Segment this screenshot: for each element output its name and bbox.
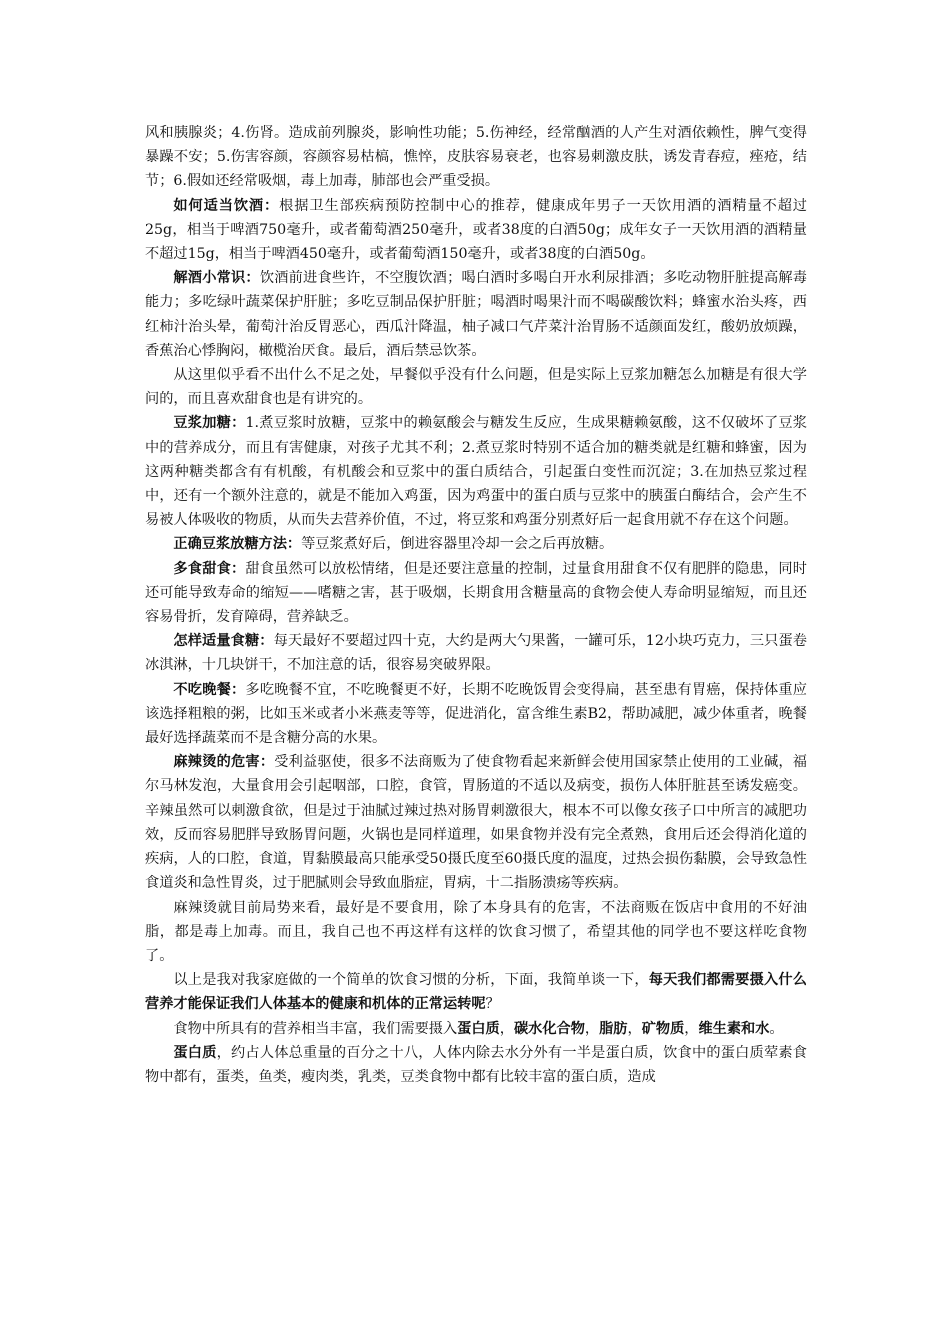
paragraph-soymilk-method [145, 532, 807, 556]
paragraph-body: 每天最好不要超过四十克，大约是两大勺果酱，一罐可乐，12小块巧克力，三只蛋卷冰淇淋，十几块饼干，不加注意的话，很容易突破界限。 [145, 633, 807, 674]
nutrient-carbohydrate: 碳水化合物 [513, 1020, 585, 1037]
paragraph-dinner [145, 678, 807, 751]
paragraph-heading: 不吃晚餐： [173, 681, 246, 698]
paragraph-body: 等豆浆煮好后，倒进容器里冷却一会之后再放糖。 [301, 536, 614, 553]
paragraph-malatang-conclusion [145, 896, 807, 969]
paragraph-summary [145, 968, 807, 1016]
paragraph-heading: 怎样适量食糖： [173, 633, 274, 650]
paragraph-body: 风和胰腺炎；4.伤肾。造成前列腺炎，影响性功能；5.伤神经，经常酗酒的人产生对酒依赖性，脾气变得暴躁不安；5.伤害容颜，容颜容易枯槁，憔悴，皮肤容易衰老，也容易刺激皮肤，诱发青春痘，痤疮，结节；6.假如还经常吸烟，毒上加毒，肺部也会严重受损。 [145, 125, 807, 190]
paragraph-body: 饮酒前进食些许，不空腹饮酒；喝白酒时多喝白开水利尿排酒；多吃动物肝脏提高解毒能力；多吃绿叶蔬菜保护肝脏；多吃豆制品保护肝脏；喝酒时喝果汁而不喝碳酸饮料；蜂蜜水治头疼，西红柿汁治头晕，葡萄汁治反胃恶心，西瓜汁降温，柚子减口气芹菜汁治胃肠不适颜面发红，酸奶放烦躁，香蕉治心悸胸闷，橄榄治厌食。最后，酒后禁忌饮茶。 [145, 270, 807, 359]
paragraph-hangover-tips [145, 266, 807, 363]
separator: ， [684, 1020, 699, 1037]
summary-end: ？ [485, 996, 500, 1013]
paragraph-body: 麻辣烫就目前局势来看，最好是不要食用，除了本身具有的危害，不法商贩在饭店中食用的不好油脂，都是毒上加毒。而且，我自己也不再这样有这样的饮食习惯了，希望其他的同学也不要这样吃食物了。 [145, 899, 807, 964]
paragraph-body: 受利益驱使，很多不法商贩为了使食物看起来新鲜会使用国家禁止使用的工业碱，福尔马林发泡，大量食用会引起咽部，口腔，食管，胃肠道的不适以及病变，损伤人体肝脏甚至诱发癌变。辛辣虽然可以刺激食欲，但是过于油腻过辣过热对肠胃刺激很大，根本不可以像女孩子口中所言的减肥功效，反而容易肥胖导致肠胃问题，火锅也是同样道理，如果食物并没有完全煮熟，食用后还会得消化道的疾病，人的口腔，食道，胃黏膜最高只能承受50摄氏度至60摄氏度的温度，过热会损伤黏膜，会导致急性食道炎和急性胃炎，过于肥腻则会导致血脂症，胃病，十二指肠溃疡等疾病。 [145, 754, 807, 892]
paragraph-heading: 麻辣烫的危害： [173, 754, 275, 771]
paragraph-protein [145, 1041, 807, 1089]
nutrients-lead: 食物中所具有的营养相当丰富，我们需要摄入 [173, 1020, 458, 1037]
separator: ， [627, 1020, 642, 1037]
paragraph-sweets [145, 557, 807, 630]
paragraph-heading: 解酒小常识： [173, 270, 260, 287]
paragraph-body: 甜食虽然可以放松情绪，但是还要注意量的控制，过量食用甜食不仅有肥胖的隐患，同时还可能导致寿命的缩短——嗜糖之害，甚于吸烟，长期食用含糖量高的食物会使人寿命明显缩短，而且还容易骨折，发育障碍，营养缺乏。 [145, 560, 807, 626]
paragraph-body: 1.煮豆浆时放糖，豆浆中的赖氨酸会与糖发生反应，生成果糖赖氨酸，这不仅破坏了豆浆中的营养成分，而且有害健康，对孩子尤其不利；2.煮豆浆时特别不适合加的糖类就是红糖和蜂蜜，因为这两种糖类都含有有机酸，有机酸会和豆浆中的蛋白质结合，引起蛋白变性而沉淀；3.在加热豆浆过程中，还有一个额外注意的，就是不能加入鸡蛋，因为鸡蛋中的蛋白质与豆浆中的胰蛋白酶结合，会产生不易被人体吸收的物质，从而失去营养价值，不过，将豆浆和鸡蛋分别煮好后一起食用就不存在这个问题。 [145, 415, 807, 529]
summary-lead: 以上是我对我家庭做的一个简单的饮食习惯的分析，下面，我简单谈一下， [173, 972, 649, 989]
paragraph-alcohol-harm [145, 121, 807, 194]
paragraph-soymilk-sugar [145, 411, 807, 532]
paragraph-heading: 蛋白质 [173, 1044, 217, 1061]
paragraph-body: 从这里似乎看不出什么不足之处，早餐似乎没有什么问题，但是实际上豆浆加糖怎么加糖是有很大学问的，而且喜欢甜食也是有讲究的。 [145, 367, 807, 408]
summary-question: 每天我们都需要摄入什么营养才能保证我们人体基本的健康和机体的正常运转呢 [145, 972, 807, 1013]
nutrient-fat: 脂肪 [599, 1020, 628, 1037]
paragraph-heading: 正确豆浆放糖方法： [173, 536, 302, 553]
paragraph-heading: 多食甜食： [173, 560, 246, 577]
paragraph-body: ，约占人体总重量的百分之十八，人体内除去水分外有一半是蛋白质，饮食中的蛋白质荤素食物中都有，蛋类，鱼类，瘦肉类，乳类，豆类食物中都有比较丰富的蛋白质，造成 [145, 1044, 807, 1085]
nutrient-protein: 蛋白质 [457, 1020, 500, 1037]
paragraph-transition [145, 363, 807, 411]
paragraph-moderate-drinking [145, 194, 807, 267]
nutrient-vitamin-water: 维生素和水 [698, 1020, 770, 1037]
paragraph-body: 多吃晚餐不宜，不吃晚餐更不好，长期不吃晚饭胃会变得扁，甚至患有胃癌，保持体重应该选择粗粮的粥，比如玉米或者小米燕麦等等，促进消化，富含维生素B2，帮助减肥，减少体重者，晚餐最好选择蔬菜而不是含糖分高的水果。 [145, 681, 807, 747]
paragraph-heading: 豆浆加糖： [173, 415, 246, 432]
document-page [145, 121, 807, 1089]
paragraph-sugar-amount [145, 629, 807, 677]
nutrients-end: 。 [769, 1020, 784, 1037]
separator: ， [584, 1020, 600, 1037]
paragraph-malatang [145, 750, 807, 895]
paragraph-heading: 如何适当饮酒： [173, 197, 280, 214]
separator: ， [499, 1020, 514, 1037]
paragraph-nutrients [145, 1017, 807, 1041]
paragraph-body: 根据卫生部疾病预防控制中心的推荐，健康成年男子一天饮用酒的酒精量不超过25g，相当于啤酒750毫升，或者葡萄酒250毫升，或者38度的白酒50g；成年女子一天饮用酒的酒精量不超过15g，相当于啤酒450毫升，或者葡萄酒150毫升，或者38度的白酒50g。 [145, 197, 807, 263]
nutrient-mineral: 矿物质 [641, 1020, 685, 1037]
